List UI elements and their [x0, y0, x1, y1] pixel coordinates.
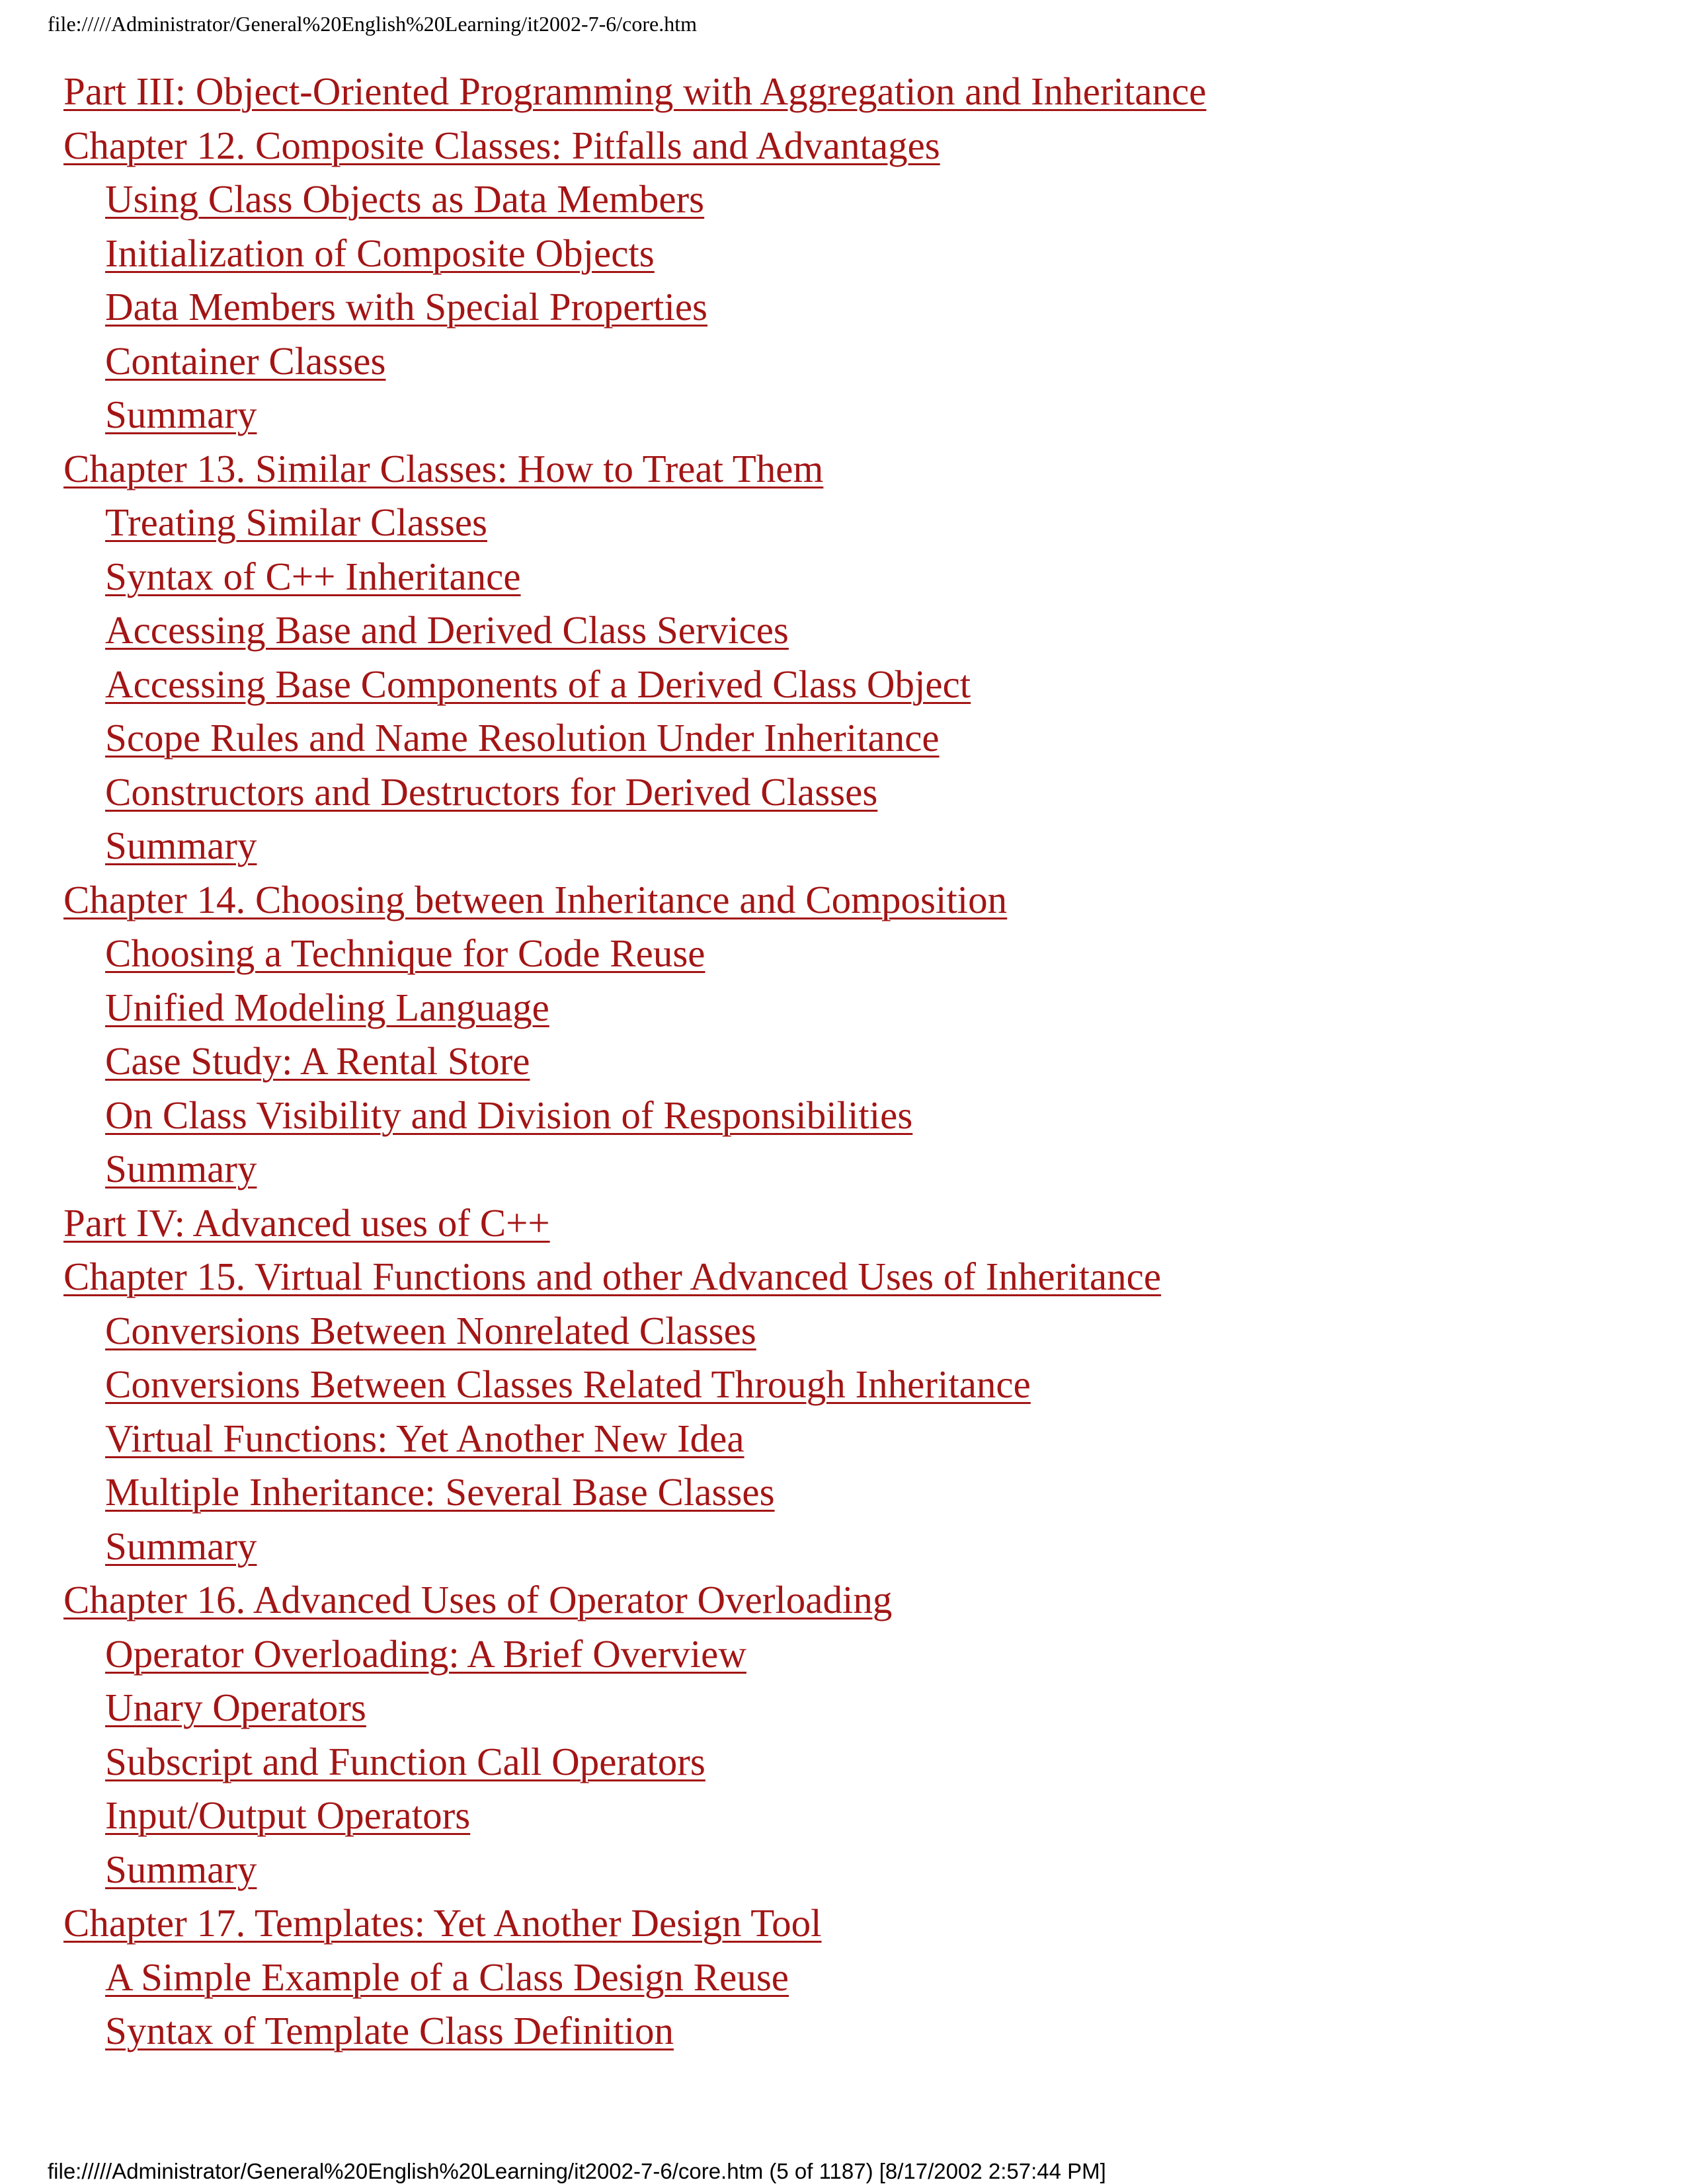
page-header-url: file://///Administrator/General%20English%20Learning/it2002-7-6/core.htm: [48, 12, 697, 36]
toc-chapter-link[interactable]: Part III: Object-Oriented Programming with Aggregation and Inheritance: [63, 69, 1207, 113]
toc-section-link[interactable]: Unary Operators: [105, 1686, 366, 1729]
toc-section-link[interactable]: Conversions Between Classes Related Through Inheritance: [105, 1362, 1031, 1406]
toc-part-or-chapter-item: [63, 119, 1207, 173]
toc-section-link[interactable]: Summary: [105, 393, 257, 436]
toc-chapter-link[interactable]: Chapter 17. Templates: Yet Another Design Tool: [63, 1901, 822, 1945]
toc-section-link[interactable]: Summary: [105, 1524, 257, 1568]
toc-section-item: [63, 927, 1207, 981]
toc-part-or-chapter-item: [63, 1896, 1207, 1951]
toc-section-item: [63, 604, 1207, 658]
toc-section-item: [63, 496, 1207, 550]
toc-section-item: [63, 1789, 1207, 1843]
toc-section-link[interactable]: Syntax of Template Class Definition: [105, 2009, 674, 2052]
toc-section-item: [63, 658, 1207, 712]
toc-section-item: [63, 1034, 1207, 1089]
toc-section-item: [63, 173, 1207, 227]
toc-section-link[interactable]: Accessing Base Components of a Derived Class Object: [105, 662, 971, 706]
toc-section-link[interactable]: Treating Similar Classes: [105, 500, 487, 544]
toc-chapter-link[interactable]: Chapter 16. Advanced Uses of Operator Overloading: [63, 1578, 893, 1621]
toc-section-link[interactable]: Input/Output Operators: [105, 1793, 471, 1837]
toc-section-item: [63, 550, 1207, 604]
toc-section-item: [63, 1627, 1207, 1682]
toc-section-link[interactable]: Constructors and Destructors for Derived Classes: [105, 769, 878, 814]
toc-part-or-chapter-item: [63, 442, 1207, 496]
toc-section-item: [63, 981, 1207, 1035]
toc-section-item: [63, 227, 1207, 281]
toc-section-item: [63, 1520, 1207, 1574]
toc-chapter-link[interactable]: Chapter 12. Composite Classes: Pitfalls and Advantages: [63, 123, 940, 167]
toc-section-item: [63, 1843, 1207, 1897]
toc-chapter-link[interactable]: Chapter 14. Choosing between Inheritance and Composition: [63, 877, 1008, 921]
toc-section-item: [63, 1681, 1207, 1735]
toc-section-item: [63, 334, 1207, 389]
page-footer-url: file://///Administrator/General%20English%20Learning/it2002-7-6/core.htm (5 of 1187) [8/17/2002 2:57:44 PM]: [48, 2159, 1106, 2183]
toc-section-link[interactable]: Summary: [105, 824, 257, 867]
toc-section-item: [63, 1412, 1207, 1466]
toc-section-link[interactable]: A Simple Example of a Class Design Reuse: [105, 1955, 789, 1999]
toc-part-or-chapter-item: [63, 873, 1207, 927]
toc-section-item: [63, 1089, 1207, 1143]
toc-section-item: [63, 765, 1207, 820]
toc-section-item: [63, 1358, 1207, 1412]
toc-section-item: [63, 711, 1207, 765]
toc-section-item: [63, 1142, 1207, 1196]
toc-part-or-chapter-item: [63, 1573, 1207, 1627]
toc-section-item: [63, 1465, 1207, 1520]
toc-section-link[interactable]: Subscript and Function Call Operators: [105, 1739, 705, 1783]
toc-section-link[interactable]: Operator Overloading: A Brief Overview: [105, 1631, 746, 1676]
toc-section-item: [63, 1951, 1207, 2005]
toc-section-item: [63, 2004, 1207, 2058]
toc-section-item: [63, 1735, 1207, 1789]
toc-section-item: [63, 388, 1207, 442]
toc-section-link[interactable]: Summary: [105, 1147, 257, 1190]
toc-part-or-chapter-item: [63, 1196, 1207, 1251]
toc-section-link[interactable]: Summary: [105, 1847, 257, 1891]
toc-section-item: [63, 819, 1207, 873]
toc-chapter-link[interactable]: Part IV: Advanced uses of C++: [63, 1200, 550, 1245]
toc-section-link[interactable]: Multiple Inheritance: Several Base Classes: [105, 1470, 775, 1514]
toc-part-or-chapter-item: [63, 1250, 1207, 1304]
table-of-contents: [63, 65, 1207, 2058]
toc-section-item: [63, 280, 1207, 334]
toc-section-link[interactable]: Conversions Between Nonrelated Classes: [105, 1308, 756, 1352]
toc-section-link[interactable]: Unified Modeling Language: [105, 985, 549, 1029]
toc-section-link[interactable]: Initialization of Composite Objects: [105, 231, 655, 275]
toc-section-link[interactable]: Scope Rules and Name Resolution Under Inheritance: [105, 716, 940, 760]
toc-chapter-link[interactable]: Chapter 15. Virtual Functions and other Advanced Uses of Inheritance: [63, 1255, 1162, 1298]
toc-section-link[interactable]: Syntax of C++ Inheritance: [105, 554, 521, 598]
toc-section-link[interactable]: Choosing a Technique for Code Reuse: [105, 931, 705, 975]
toc-section-link[interactable]: Virtual Functions: Yet Another New Idea: [105, 1416, 744, 1460]
toc-section-link[interactable]: Using Class Objects as Data Members: [105, 177, 705, 221]
toc-part-or-chapter-item: [63, 65, 1207, 119]
toc-section-link[interactable]: Data Members with Special Properties: [105, 285, 707, 329]
toc-section-link[interactable]: Container Classes: [105, 338, 386, 383]
toc-section-item: [63, 1304, 1207, 1358]
toc-section-link[interactable]: Accessing Base and Derived Class Services: [105, 608, 789, 652]
toc-chapter-link[interactable]: Chapter 13. Similar Classes: How to Treat Them: [63, 446, 824, 490]
toc-section-link[interactable]: Case Study: A Rental Store: [105, 1039, 530, 1083]
toc-section-link[interactable]: On Class Visibility and Division of Responsibilities: [105, 1093, 913, 1137]
